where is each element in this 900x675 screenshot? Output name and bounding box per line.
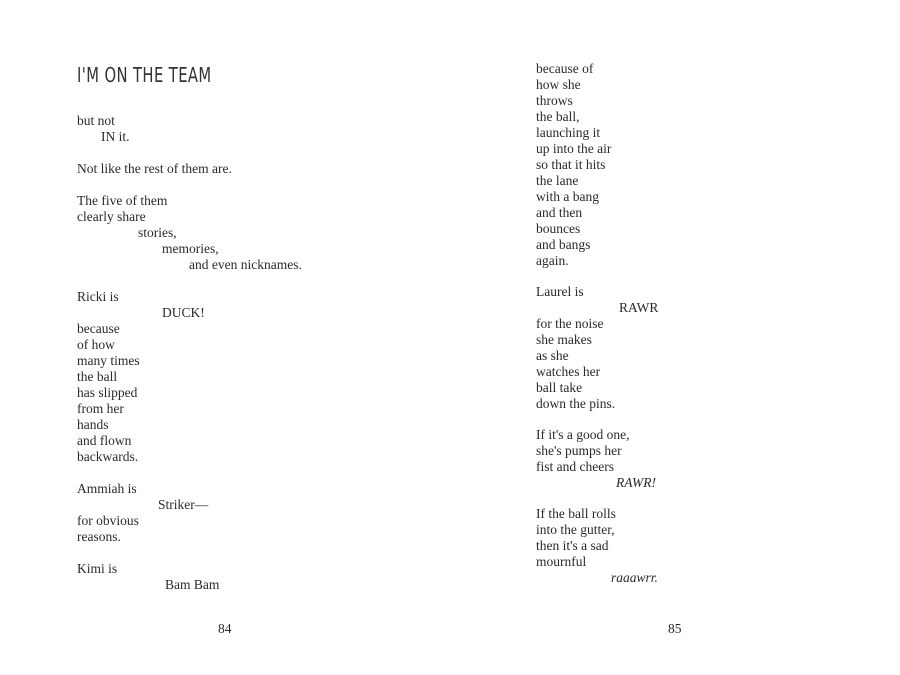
poem-line: and bangs <box>536 237 591 252</box>
poem-line: for obvious <box>77 513 139 528</box>
page-number: 84 <box>218 621 232 636</box>
poem-line: has slipped <box>77 385 138 400</box>
poem-line: raaawrr. <box>611 570 658 585</box>
poem-line: Not like the rest of them are. <box>77 161 232 176</box>
poem-line: she's pumps her <box>536 443 622 458</box>
poem-line: RAWR <box>619 300 659 315</box>
poem-line: launching it <box>536 125 601 140</box>
poem-line: and flown <box>77 433 132 448</box>
poem-line: clearly share <box>77 209 146 224</box>
poem-line: RAWR! <box>616 475 656 490</box>
poem-line: from her <box>77 401 124 416</box>
poem-line: she makes <box>536 332 592 347</box>
poem-line: and then <box>536 205 583 220</box>
poem-line: then it's a sad <box>536 538 609 553</box>
poem-line: for the noise <box>536 316 604 331</box>
poem-line: DUCK! <box>162 305 205 320</box>
poem-line: throws <box>536 93 573 108</box>
poem-line: IN it. <box>101 129 130 144</box>
poem-line: backwards. <box>77 449 139 464</box>
poem-line: memories, <box>162 241 219 256</box>
poem-line: into the gutter, <box>536 522 615 537</box>
poem-line: because of <box>536 61 594 76</box>
page-number: 85 <box>668 621 682 636</box>
poem-line: watches her <box>536 364 601 379</box>
poem-line: how she <box>536 77 581 92</box>
poem-line: up into the air <box>536 141 612 156</box>
poem-line: fist and cheers <box>536 459 614 474</box>
poem-line: as she <box>536 348 569 363</box>
poem-line: Striker— <box>158 497 209 512</box>
poem-line: mournful <box>536 554 587 569</box>
poem-line: If it's a good one, <box>536 427 630 442</box>
poem-line: with a bang <box>536 189 599 204</box>
poem-line: of how <box>77 337 115 352</box>
poem-line: the lane <box>536 173 579 188</box>
poem-line: Kimi is <box>77 561 118 576</box>
poem-line: but not <box>77 113 115 128</box>
poem-line: again. <box>536 253 569 268</box>
poem-line: stories, <box>138 225 177 240</box>
poem-line: If the ball rolls <box>536 506 616 521</box>
poem-line: Ricki is <box>77 289 119 304</box>
poem-line: and even nicknames. <box>189 257 302 272</box>
poem-title: I'M ON THE TEAM <box>77 63 212 87</box>
poem-line: Laurel is <box>536 284 584 299</box>
poem-line: because <box>77 321 120 336</box>
poem-line: Ammiah is <box>77 481 137 496</box>
poem-line: Bam Bam <box>165 577 220 592</box>
poem-line: The five of them <box>77 193 168 208</box>
poem-line: down the pins. <box>536 396 616 411</box>
poem-line: ball take <box>536 380 583 395</box>
poem-line: hands <box>77 417 109 432</box>
poem-line: so that it hits <box>536 157 606 172</box>
poem-line: many times <box>77 353 140 368</box>
poem-line: the ball <box>77 369 118 384</box>
poem-line: reasons. <box>77 529 121 544</box>
poem-line: the ball, <box>536 109 580 124</box>
right-page <box>450 0 900 675</box>
poem-line: bounces <box>536 221 581 236</box>
